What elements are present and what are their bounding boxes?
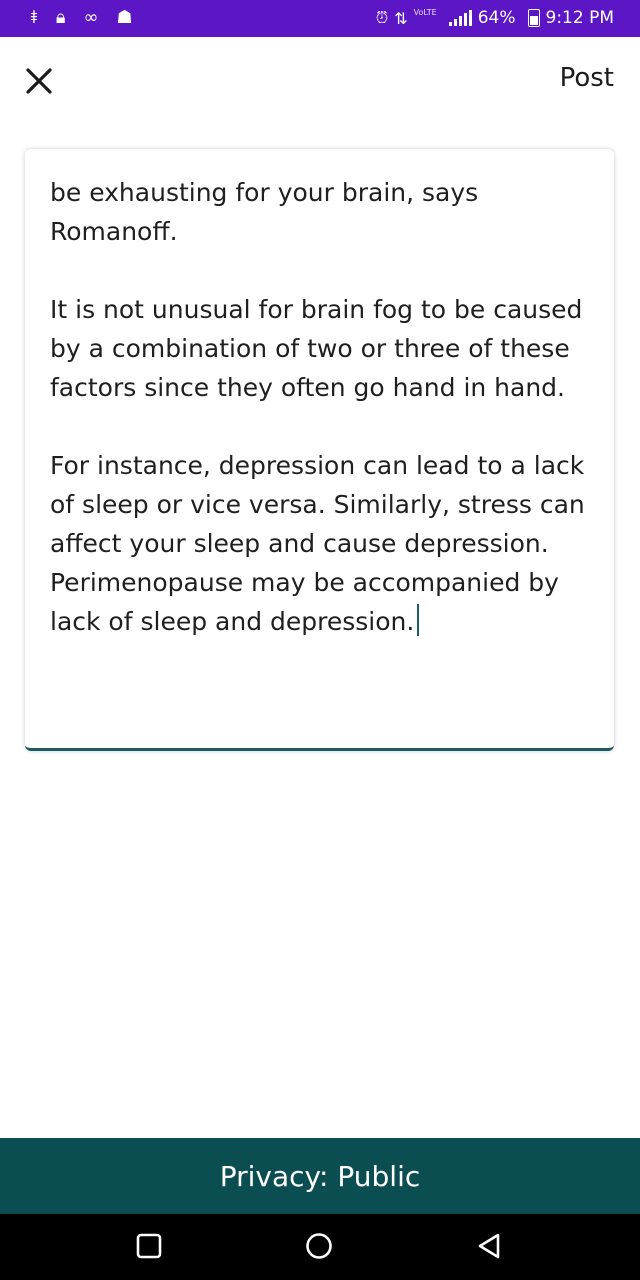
privacy-label: Privacy: Public (219, 1159, 421, 1193)
back-icon[interactable] (476, 1232, 502, 1260)
status-bar (0, 0, 640, 37)
close-icon (25, 67, 53, 95)
paragraph: It is not unusual for brain fog to be caused by a combination of two or three of these factors since they often go hand in hand. (50, 295, 583, 402)
status-right-icons (376, 8, 614, 28)
paragraph-text: For instance, depression can lead to a lack of sleep or vice versa. Similarly, stress can affect your sleep and cause depression. Perimenopause may be accompanied by lack of sleep and depression. (50, 451, 585, 636)
post-text-area[interactable] (50, 173, 595, 641)
status-left-icons (30, 8, 133, 28)
home-icon[interactable] (305, 1232, 333, 1260)
close-button[interactable] (20, 62, 58, 100)
text-cursor (417, 604, 419, 636)
android-icon: ☗ (116, 7, 133, 28)
system-nav-bar (0, 1214, 640, 1280)
clock: 9:12 PM (545, 8, 614, 28)
paragraph (50, 446, 595, 641)
battery-icon (528, 9, 540, 27)
lock-icon: 🔒︎ (55, 7, 66, 28)
paragraph: be exhausting for your brain, says Romanoff. (50, 178, 479, 246)
volte-label: VoLTE (413, 7, 437, 17)
infinity-icon: ∞ (83, 7, 99, 28)
battery-percent: 64% (477, 8, 516, 28)
alarm-icon: ⏰︎ (375, 8, 389, 27)
recent-apps-icon[interactable] (136, 1233, 162, 1259)
post-button[interactable]: Post (559, 63, 614, 93)
privacy-selector[interactable] (0, 1138, 640, 1214)
post-editor[interactable] (25, 149, 614, 751)
usb-icon: ⯒ (30, 7, 38, 28)
data-transfer-icon: ⇅ (394, 8, 408, 28)
signal-icon (449, 10, 472, 26)
